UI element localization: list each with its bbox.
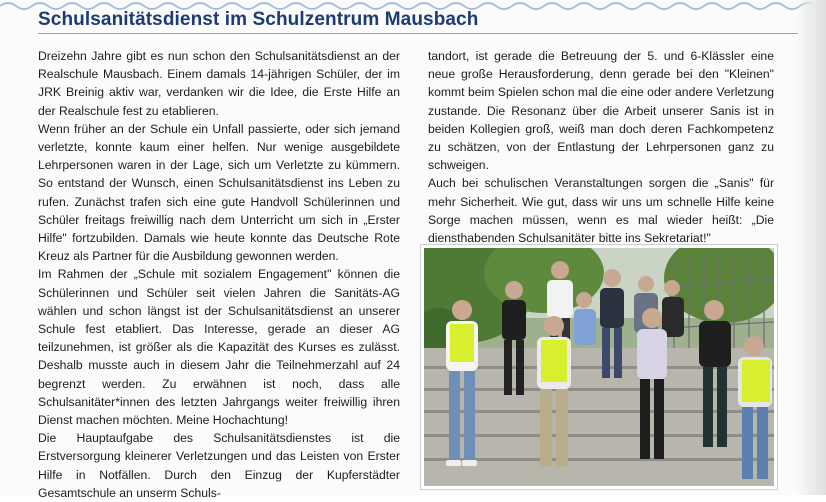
- headline-rule: [38, 33, 798, 34]
- group-photo-image: [424, 248, 774, 486]
- paragraph: Wenn früher an der Schule ein Unfall passierte, oder sich jemand verletzte, konnte kaum einer helfen. Nur wenige ausgebildete Lehrpersonen waren in der Lage, sich um Verletzte zu kümmern. So entstand der Wunsch, einen Schulsanitätsdienst ins Leben zu rufen. Zunächst trafen sich eine gute Handvoll Schülerinnen und Schüler freitags freiwillig nach dem Unterricht um sich in „Erster Hilfe" fortzubilden. Damals wie heute konnte das Deutsche Rote Kreuz als Partner für die Ausbildung gewonnen werden.: [38, 121, 400, 264]
- paragraph: Dreizehn Jahre gibt es nun schon den Schulsanitätsdienst an der Realschule Mausbach. Einem damals 14-jährigen Schüler, der im JRK Breinig aktiv war, verdanken wir die Idee, die Erste Hilfe an der Realschule fest zu etablieren.: [38, 49, 400, 118]
- article-column-right: [428, 47, 774, 247]
- page-edge-shadow: [796, 0, 826, 495]
- paragraph: Auch bei schulischen Veranstaltungen sorgen die „Sanis" für mehr Sicherheit. Wie gut, dass wir uns um schnelle Hilfe keine Sorge machen müssen, wenn es mal wieder heißt: „Die diensthabenden Schulsanitäter bitte ins Sekretariat!": [428, 176, 774, 246]
- article-column-left: [38, 47, 400, 502]
- paragraph: Die Hauptaufgabe des Schulsanitätsdienstes ist die Erstversorgung kleinerer Verletzungen und das Leisten von Erster Hilfe in Notfällen. Durch den Einzug der Kupferstädter Gesamtschule an unserm Schuls-: [38, 431, 400, 500]
- article-headline: Schulsanitätsdienst im Schulzentrum Mausbach: [38, 9, 479, 30]
- paragraph: tandort, ist gerade die Betreuung der 5. und 6-Klässler eine neue große Herausforderung, denn gerade bei den "Kleinen" kommt beim Spielen schon mal die eine oder andere Verletzung zustande. Die Resonanz über die Arbeit unserer Sanis ist in beiden Kollegien groß, weiß man doch deren Fachkompetenz zu schätzen, von der Entlastung der Lehrpersonen ganz zu schweigen.: [428, 49, 774, 173]
- group-photo: [421, 245, 777, 489]
- paragraph: Im Rahmen der „Schule mit sozialem Engagement" können die Schülerinnen und Schüler seit vielen Jahren die Sanitäts-AG wählen und schon längst ist der Schulsanitätsdienst an unserer Schule fest etabliert. Das Interesse, gerade an dieser AG teilzunehmen, ist größer als die Kapazität des Kurses es zulässt. Deshalb musste auch in diesem Jahr die Teilnehmerzahl auf 24 begrenzt werden. Zu erwähnen ist noch, dass alle Schulsanitäter*innen des letzten Jahrgangs weiter freiwillig ihren Dienst machen möchten. Meine Hochachtung!: [38, 267, 400, 428]
